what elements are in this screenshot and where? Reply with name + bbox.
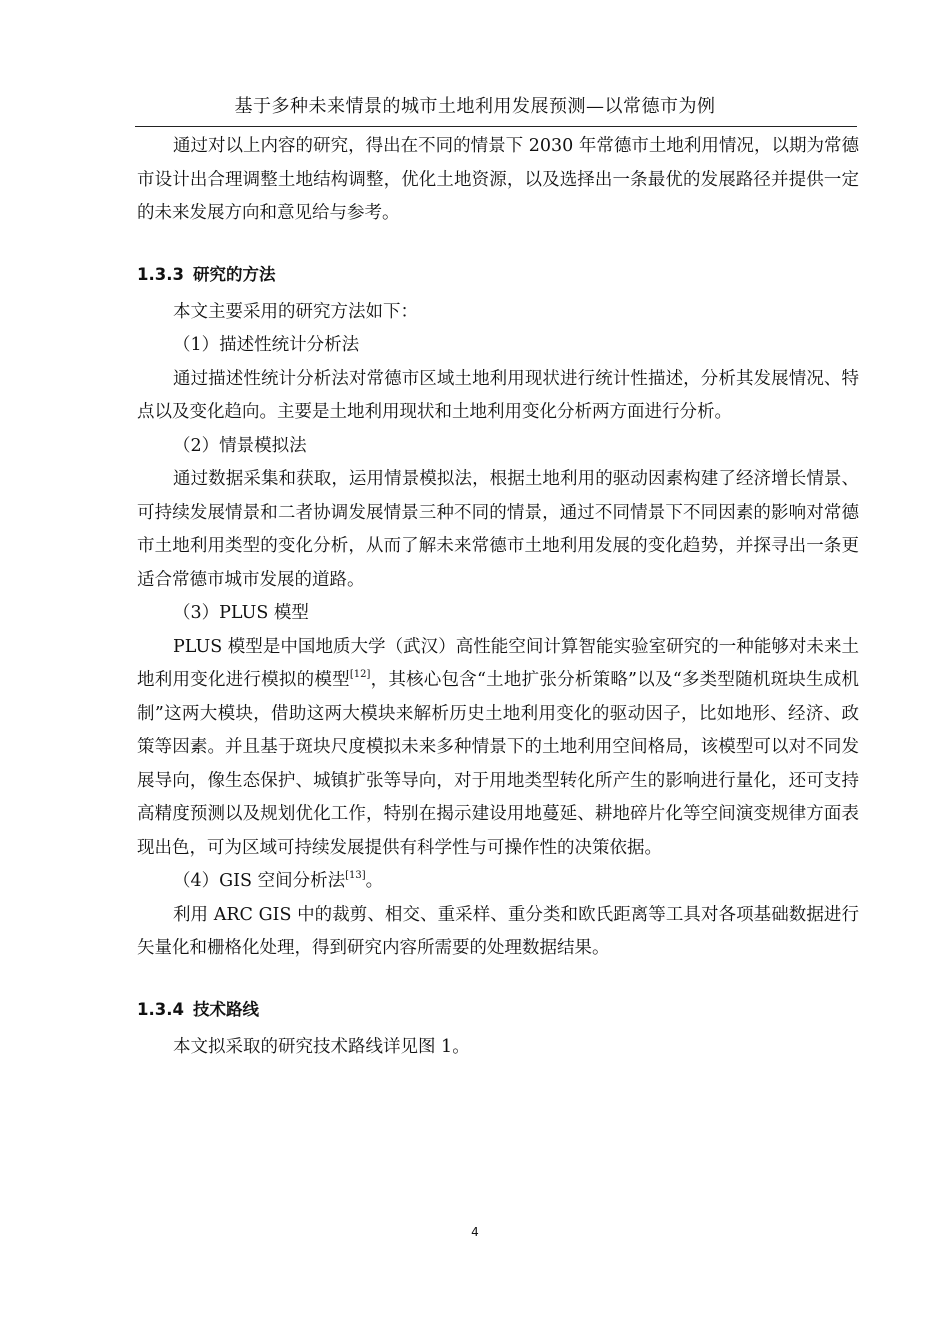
method-3-text [137, 631, 859, 866]
method-3-text-part-a: PLUS 模型是中国地质大学（武汉）高性能空间计算智能实验室研究的一种能够对未来土地利用变化进行模拟的模型 [137, 636, 859, 690]
citation-13: [13] [345, 870, 366, 881]
methods-intro: 本文主要采用的研究方法如下： [173, 301, 418, 322]
section-number: 1.3.4 [137, 999, 184, 1019]
method-4-title [137, 865, 859, 899]
section-heading-1-3-4 [137, 966, 859, 1031]
method-2-title: （2）情景模拟法 [173, 435, 307, 456]
section-title: 研究的方法 [193, 264, 276, 284]
citation-12: [12] [349, 669, 371, 680]
intro-paragraph: 通过对以上内容的研究，得出在不同的情景下 2030 年常德市土地利用情况，以期为常德市设计出合理调整土地结构调整，优化土地资源，以及选择出一条最优的发展路径并提供一定的未来发展方向和意见给与参考。 [137, 136, 859, 223]
header-rule [135, 126, 857, 127]
running-header: 基于多种未来情景的城市土地利用发展预测—以常德市为例 [234, 96, 716, 117]
method-1-title: （1）描述性统计分析法 [173, 335, 360, 355]
method-3-title: （3）PLUS 模型 [173, 603, 309, 623]
method-1-text: 通过描述性统计分析法对常德市区域土地利用现状进行统计性描述，分析其发展情况、特点以及变化趋向。主要是土地利用现状和土地利用变化分析两方面进行分析。 [137, 368, 859, 422]
method-3-text-part-b: ，其核心包含“土地扩张分析策略”以及“多类型随机斑块生成机制”这两大模块，借助这两大模块来解析历史土地利用变化的驱动因子，比如地形、经济、政策等因素。并且基于斑块尺度模拟未来多种情景下的土地利用空间格局，该模型可以对不同发展导向，像生态保护、城镇扩张等导向，对于用地类型转化所产生的影响进行量化，还可支持高精度预测以及规划优化工作，特别在揭示建设用地蔓延、耕地碎片化等空间演变规律方面表现出色，可为区域可持续发展提供有科学性与可操作性的决策依据。 [137, 670, 860, 858]
page-body [137, 130, 859, 1064]
method-2-text: 通过数据采集和获取，运用情景模拟法，根据土地利用的驱动因素构建了经济增长情景、可持续发展情景和二者协调发展情景三种不同的情景，通过不同情景下不同因素的影响对常德市土地利用类型的变化分析，从而了解未来常德市土地利用发展的变化趋势，并探寻出一条更适合常德市城市发展的道路。 [137, 469, 859, 590]
section-number: 1.3.3 [137, 264, 184, 284]
method-4-title-text: （4）GIS 空间分析法 [173, 871, 346, 891]
method-4-title-end: 。 [365, 871, 384, 891]
method-4-text: 利用 ARC GIS 中的裁剪、相交、重采样、重分类和欧氏距离等工具对各项基础数据进行矢量化和栅格化处理，得到研究内容所需要的处理数据结果。 [137, 904, 859, 958]
section-title: 技术路线 [193, 999, 259, 1019]
tech-route-text: 本文拟采取的研究技术路线详见图 1。 [173, 1036, 470, 1057]
section-heading-1-3-3 [137, 231, 859, 296]
page-number: 4 [471, 1225, 479, 1239]
